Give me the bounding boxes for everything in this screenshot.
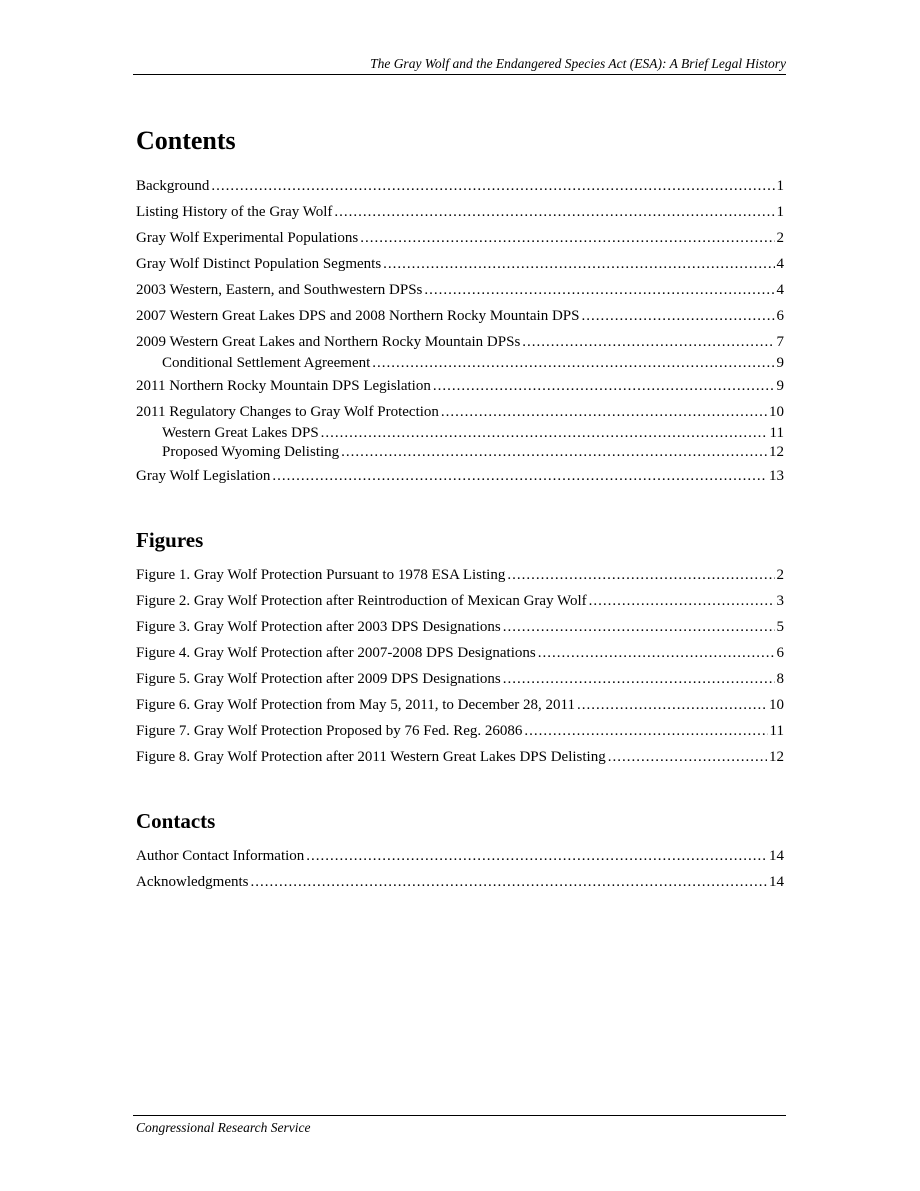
toc-entry-page: 7	[776, 334, 784, 350]
toc-entry-page: 11	[769, 425, 784, 441]
toc-subentry-settlement-agreement[interactable]	[136, 354, 784, 376]
toc-entry-title: Conditional Settlement Agreement	[162, 355, 371, 371]
dot-leader	[360, 228, 774, 248]
figure-entry-5[interactable]	[136, 669, 784, 695]
dot-leader	[589, 591, 775, 611]
toc-entry-gray-wolf-legislation[interactable]	[136, 466, 784, 492]
toc-entry-page: 10	[769, 697, 784, 713]
toc-entry-page: 8	[776, 671, 784, 687]
toc-entry-title: Gray Wolf Distinct Population Segments	[136, 256, 382, 272]
dot-leader	[211, 176, 774, 196]
figure-entry-7[interactable]	[136, 721, 784, 747]
dot-leader	[372, 354, 774, 373]
dot-leader	[581, 306, 774, 326]
toc-entry-2003-dpss[interactable]	[136, 280, 784, 306]
toc-entry-page: 4	[776, 256, 784, 272]
dot-leader	[424, 280, 774, 300]
toc-entry-page: 5	[776, 619, 784, 635]
toc-entry-page: 3	[776, 593, 784, 609]
footer-publisher: Congressional Research Service	[136, 1120, 311, 1135]
toc-entry-page: 12	[769, 749, 784, 765]
dot-leader	[524, 721, 767, 741]
toc-entry-title: Figure 7. Gray Wolf Protection Proposed by 76 Fed. Reg. 26086	[136, 723, 523, 739]
dot-leader	[321, 424, 768, 443]
toc-entry-page: 11	[769, 723, 784, 739]
contents-heading: Contents	[136, 126, 236, 155]
figure-entry-4[interactable]	[136, 643, 784, 669]
toc-entry-title: Figure 8. Gray Wolf Protection after 2011 Western Great Lakes DPS Delisting	[136, 749, 606, 765]
figure-entry-8[interactable]	[136, 747, 784, 773]
dot-leader	[522, 332, 774, 352]
figure-entry-2[interactable]	[136, 591, 784, 617]
toc-entry-page: 12	[769, 444, 784, 460]
dot-leader	[334, 202, 774, 222]
toc-entry-page: 2	[776, 567, 784, 583]
toc-entry-title: Gray Wolf Experimental Populations	[136, 230, 359, 246]
figures-list	[136, 565, 784, 773]
toc-entry-title: Figure 5. Gray Wolf Protection after 2009 DPS Designations	[136, 671, 501, 687]
toc-entry-page: 14	[769, 848, 784, 864]
contents-list	[136, 176, 784, 492]
toc-entry-background[interactable]	[136, 176, 784, 202]
dot-leader	[538, 643, 775, 663]
dot-leader	[306, 846, 767, 866]
toc-entry-page: 14	[769, 874, 784, 890]
toc-entry-title: Author Contact Information	[136, 848, 305, 864]
toc-entry-title: Figure 3. Gray Wolf Protection after 2003 DPS Designations	[136, 619, 501, 635]
toc-subentry-wyoming-delisting[interactable]	[136, 443, 784, 466]
figure-entry-1[interactable]	[136, 565, 784, 591]
figure-entry-6[interactable]	[136, 695, 784, 721]
toc-entry-page: 6	[776, 308, 784, 324]
toc-entry-title: Background	[136, 178, 210, 194]
dot-leader	[503, 669, 775, 689]
toc-entry-title: 2011 Northern Rocky Mountain DPS Legislation	[136, 378, 431, 394]
toc-entry-page: 6	[776, 645, 784, 661]
dot-leader	[577, 695, 767, 715]
dot-leader	[433, 376, 775, 396]
toc-entry-2011-regulatory-changes[interactable]	[136, 402, 784, 424]
toc-entry-title: Proposed Wyoming Delisting	[162, 444, 340, 460]
toc-entry-title: 2011 Regulatory Changes to Gray Wolf Protection	[136, 404, 439, 420]
dot-leader	[507, 565, 774, 585]
toc-entry-title: Figure 2. Gray Wolf Protection after Reintroduction of Mexican Gray Wolf	[136, 593, 587, 609]
toc-entry-experimental-populations[interactable]	[136, 228, 784, 254]
toc-entry-title: Figure 1. Gray Wolf Protection Pursuant to 1978 ESA Listing	[136, 567, 506, 583]
toc-entry-page: 1	[776, 178, 784, 194]
toc-entry-title: 2007 Western Great Lakes DPS and 2008 Northern Rocky Mountain DPS	[136, 308, 580, 324]
dot-leader	[608, 747, 767, 767]
toc-entry-title: Listing History of the Gray Wolf	[136, 204, 333, 220]
toc-entry-page: 1	[776, 204, 784, 220]
contacts-list	[136, 846, 784, 898]
toc-entry-title: Acknowledgments	[136, 874, 249, 890]
toc-subentry-western-great-lakes[interactable]	[136, 424, 784, 443]
toc-entry-page: 13	[769, 468, 784, 484]
toc-entry-2009-dpss[interactable]	[136, 332, 784, 354]
dot-leader	[272, 466, 767, 486]
contact-entry-author-info[interactable]	[136, 846, 784, 872]
dot-leader	[383, 254, 774, 274]
toc-entry-distinct-population-segments[interactable]	[136, 254, 784, 280]
toc-entry-listing-history[interactable]	[136, 202, 784, 228]
dot-leader	[503, 617, 775, 637]
toc-entry-page: 10	[769, 404, 784, 420]
dot-leader	[441, 402, 767, 422]
dot-leader	[341, 443, 767, 462]
toc-entry-2011-nrm-legislation[interactable]	[136, 376, 784, 402]
contacts-heading: Contacts	[136, 809, 216, 833]
toc-entry-title: Figure 6. Gray Wolf Protection from May 5, 2011, to December 28, 2011	[136, 697, 575, 713]
running-header: The Gray Wolf and the Endangered Species Act (ESA): A Brief Legal History	[133, 56, 786, 75]
contact-entry-acknowledgments[interactable]	[136, 872, 784, 898]
toc-entry-title: Western Great Lakes DPS	[162, 425, 319, 441]
toc-entry-page: 9	[776, 355, 784, 371]
toc-entry-title: 2003 Western, Eastern, and Southwestern DPSs	[136, 282, 423, 298]
toc-entry-page: 4	[776, 282, 784, 298]
toc-entry-title: 2009 Western Great Lakes and Northern Rocky Mountain DPSs	[136, 334, 521, 350]
toc-entry-title: Figure 4. Gray Wolf Protection after 2007-2008 DPS Designations	[136, 645, 536, 661]
toc-entry-page: 2	[776, 230, 784, 246]
figures-heading: Figures	[136, 528, 204, 552]
figure-entry-3[interactable]	[136, 617, 784, 643]
footer-divider	[133, 1115, 786, 1116]
dot-leader	[250, 872, 767, 892]
toc-entry-page: 9	[776, 378, 784, 394]
toc-entry-2007-2008-dps[interactable]	[136, 306, 784, 332]
toc-entry-title: Gray Wolf Legislation	[136, 468, 271, 484]
